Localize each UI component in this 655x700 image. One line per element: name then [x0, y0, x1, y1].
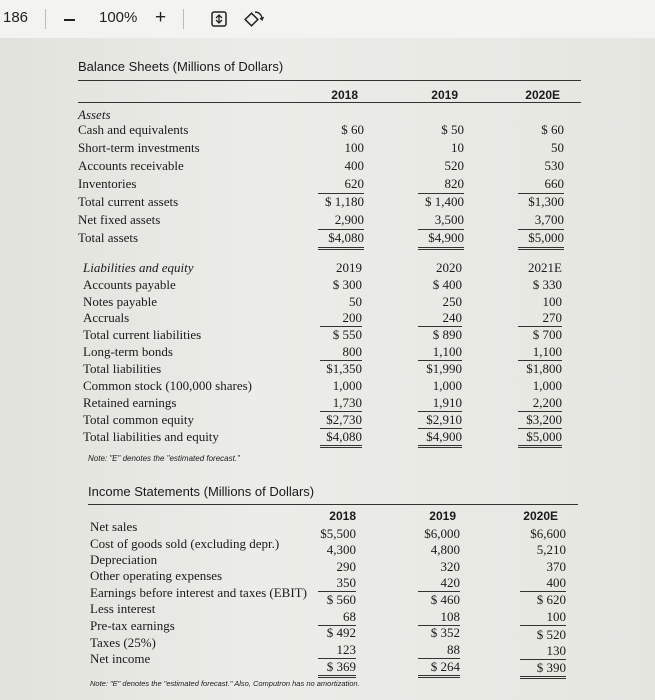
table-cell: 1,730	[332, 395, 362, 410]
table-cell: $ 550	[332, 327, 362, 342]
table-cell: 400	[344, 158, 364, 173]
page-number: 186	[3, 9, 29, 26]
table-row-label: Total assets	[78, 230, 139, 245]
income-note: Note: "E" denotes the "estimated forecast." Also, Computron has no amortization.	[90, 679, 360, 688]
table-cell: $ 264	[430, 659, 460, 674]
year-label: 2021E	[528, 260, 562, 275]
table-row-label: Accruals	[83, 310, 130, 325]
zoom-out-button[interactable]	[64, 19, 75, 21]
total-rule	[418, 675, 460, 678]
table-cell: 400	[546, 575, 566, 590]
table-cell: 4,800	[430, 542, 460, 557]
table-cell: 123	[336, 642, 356, 657]
table-cell: $ 50	[441, 122, 464, 137]
table-cell: 1,910	[432, 395, 462, 410]
table-cell: $ 352	[430, 625, 460, 640]
table-cell: $4,080	[326, 429, 362, 444]
table-cell: $ 369	[326, 659, 356, 674]
total-rule	[318, 247, 364, 250]
total-rule	[318, 675, 356, 678]
table-cell: 100	[344, 140, 364, 155]
table-cell: $ 700	[532, 327, 562, 342]
table-row-label: Retained earnings	[83, 395, 177, 410]
table-cell: 1,100	[432, 344, 462, 359]
table-row-label: Common stock (100,000 shares)	[83, 378, 252, 393]
liabilities-header: Liabilities and equity	[83, 260, 194, 275]
total-rule	[418, 445, 462, 448]
table-row-label: Total liabilities and equity	[83, 429, 219, 444]
table-row-label: Cost of goods sold (excluding depr.)	[90, 536, 280, 551]
table-cell: 2,900	[334, 212, 364, 227]
total-rule	[320, 445, 362, 448]
table-cell: 2,200	[532, 395, 562, 410]
table-cell: 800	[342, 344, 362, 359]
table-cell: $6,600	[530, 526, 566, 541]
table-cell: $6,000	[424, 526, 460, 541]
year-label: 2020	[436, 260, 462, 275]
table-cell: 4,300	[326, 542, 356, 557]
table-cell: $4,900	[428, 230, 464, 245]
table-cell: $ 390	[536, 660, 566, 675]
col-header-2018: 2018	[331, 88, 358, 102]
table-cell: $ 400	[432, 277, 462, 292]
table-cell: 420	[440, 575, 460, 590]
table-cell: 200	[342, 310, 362, 325]
table-cell: $2,910	[426, 412, 462, 427]
table-cell: $4,900	[426, 429, 462, 444]
table-row-label: Total common equity	[83, 412, 195, 427]
table-cell: $ 60	[341, 122, 364, 137]
table-cell: $ 1,180	[325, 194, 364, 209]
table-cell: 50	[551, 140, 564, 155]
table-cell: $ 560	[326, 592, 356, 607]
total-rule	[518, 247, 564, 250]
table-row-label: Total current liabilities	[83, 327, 202, 342]
table-cell: 130	[546, 643, 566, 658]
table-cell: $5,000	[528, 230, 564, 245]
table-cell: $ 492	[326, 625, 356, 640]
header-rule	[78, 102, 581, 103]
zoom-level[interactable]: 100%	[99, 9, 138, 26]
total-rule	[418, 247, 464, 250]
table-cell: $ 60	[541, 122, 564, 137]
total-rule	[520, 676, 566, 679]
table-row-label: Inventories	[78, 176, 137, 191]
table-cell: 3,700	[534, 212, 564, 227]
fit-page-icon[interactable]	[211, 11, 227, 27]
table-cell: $2,730	[326, 412, 362, 427]
table-cell: 1,000	[532, 378, 562, 393]
table-cell: 108	[440, 609, 460, 624]
table-row-label: Long-term bonds	[83, 344, 173, 359]
table-row-label: Short-term investments	[78, 140, 200, 155]
table-cell: $5,500	[320, 526, 356, 541]
income-statement-title: Income Statements (Millions of Dollars)	[88, 484, 315, 499]
table-cell: $5,000	[526, 429, 562, 444]
rotate-icon[interactable]	[244, 10, 264, 28]
table-cell: 520	[444, 158, 464, 173]
divider	[183, 9, 184, 29]
zoom-in-button[interactable]: +	[155, 7, 167, 28]
table-cell: $1,800	[526, 361, 562, 376]
year-label: 2019	[336, 260, 362, 275]
table-cell: $3,200	[526, 412, 562, 427]
table-cell: $ 1,400	[425, 194, 464, 209]
table-cell: 350	[336, 575, 356, 590]
table-row-label: Less interest	[90, 601, 156, 616]
balance-note: Note: "E" denotes the "estimated forecast."	[88, 454, 240, 463]
table-cell: $ 460	[430, 592, 460, 607]
table-row-label: Pre-tax earnings	[90, 618, 175, 633]
table-row-label: Other operating expenses	[90, 568, 223, 583]
title-rule	[78, 80, 581, 81]
table-cell: 620	[344, 176, 364, 191]
sum-rule	[520, 625, 566, 626]
table-row-label: Earnings before interest and taxes (EBIT)	[90, 585, 307, 600]
table-cell: 100	[546, 609, 566, 624]
table-cell: 88	[447, 642, 460, 657]
table-cell: $ 330	[532, 277, 562, 292]
table-cell: 68	[343, 609, 356, 624]
table-row-label: Net sales	[90, 519, 138, 534]
table-row-label: Net fixed assets	[78, 212, 161, 227]
table-row-label: Net income	[90, 651, 151, 666]
col-header-2020e: 2020E	[525, 88, 560, 102]
table-cell: 290	[336, 559, 356, 574]
table-cell: 100	[542, 294, 562, 309]
title-rule	[88, 504, 578, 505]
document-page	[0, 38, 655, 700]
table-cell: $ 620	[536, 592, 566, 607]
table-cell: 5,210	[536, 542, 566, 557]
table-cell: 1,000	[332, 378, 362, 393]
table-cell: 320	[440, 559, 460, 574]
table-cell: 270	[542, 310, 562, 325]
table-cell: $ 300	[332, 277, 362, 292]
table-cell: 530	[544, 158, 564, 173]
assets-header: Assets	[78, 107, 111, 122]
table-cell: $1,350	[326, 361, 362, 376]
table-cell: 240	[442, 310, 462, 325]
col-header-2018: 2018	[329, 509, 356, 523]
table-cell: 250	[442, 294, 462, 309]
table-row-label: Accounts receivable	[78, 158, 184, 173]
table-cell: 1,000	[432, 378, 462, 393]
table-cell: $4,080	[328, 230, 364, 245]
table-cell: 10	[451, 140, 464, 155]
table-row-label: Cash and equivalents	[78, 122, 189, 137]
table-cell: 3,500	[434, 212, 464, 227]
table-row-label: Accounts payable	[83, 277, 176, 292]
table-cell: 1,100	[532, 344, 562, 359]
table-cell: 820	[444, 176, 464, 191]
total-rule	[518, 445, 562, 448]
table-row-label: Notes payable	[83, 294, 158, 309]
table-cell: 50	[349, 294, 362, 309]
col-header-2019: 2019	[431, 88, 458, 102]
table-cell: $ 890	[432, 327, 462, 342]
table-cell: 660	[544, 176, 564, 191]
table-cell: $1,300	[528, 194, 564, 209]
table-row-label: Total liabilities	[83, 361, 162, 376]
col-header-2020e: 2020E	[523, 509, 558, 523]
viewer-toolbar	[0, 0, 655, 39]
table-row-label: Depreciation	[90, 552, 158, 567]
table-row-label: Total current assets	[78, 194, 179, 209]
table-cell: $1,990	[426, 361, 462, 376]
table-row-label: Taxes (25%)	[90, 635, 156, 650]
table-cell: 370	[546, 559, 566, 574]
col-header-2019: 2019	[429, 509, 456, 523]
divider	[45, 9, 46, 29]
table-cell: $ 520	[536, 627, 566, 642]
balance-sheet-title: Balance Sheets (Millions of Dollars)	[78, 59, 284, 74]
